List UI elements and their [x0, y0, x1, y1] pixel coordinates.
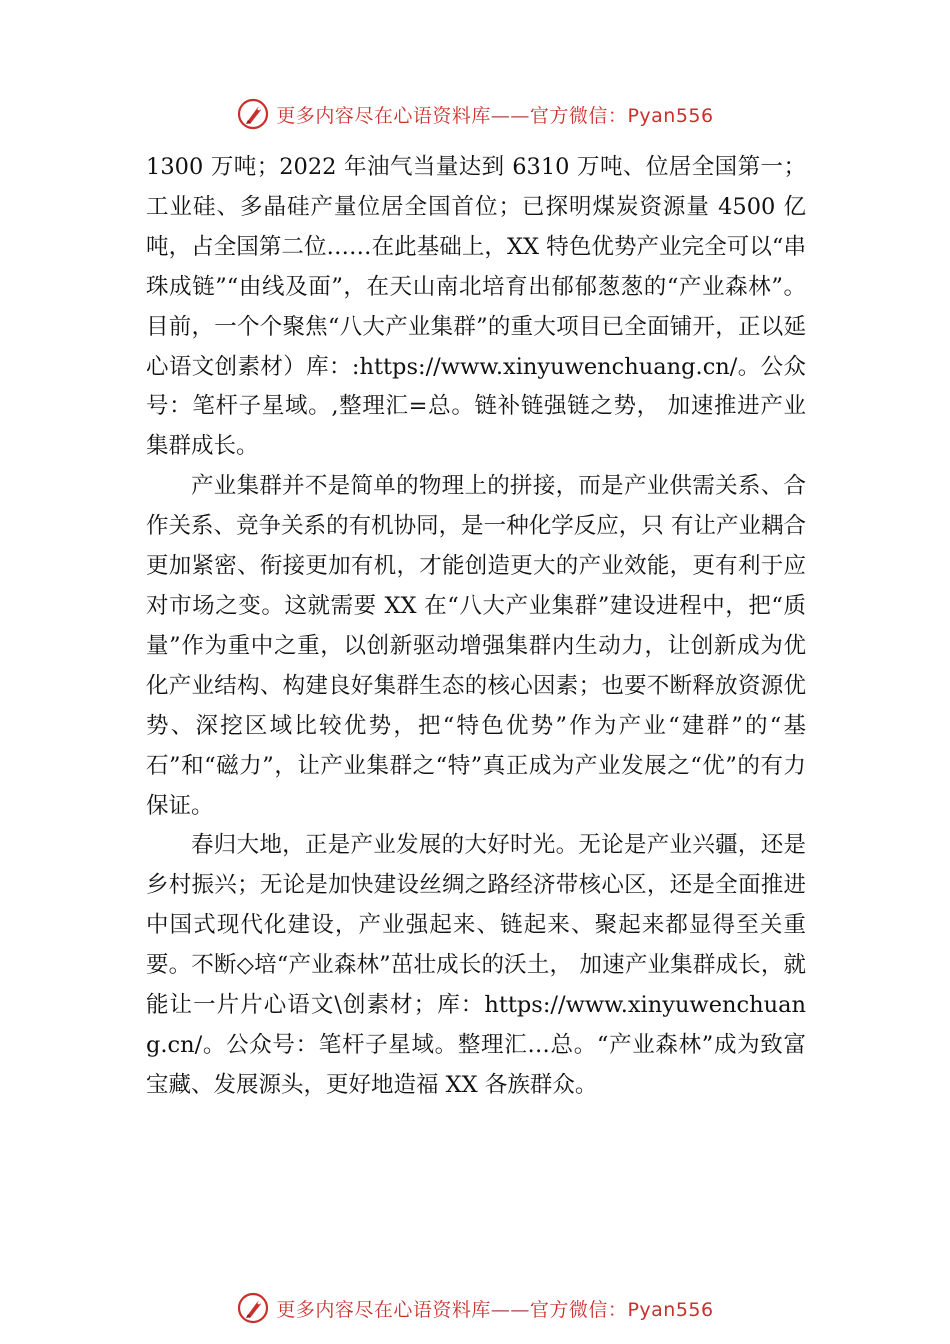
watermark-text: 更多内容尽在心语资料库——官方微信：Pyan556	[276, 1298, 714, 1321]
paragraph-3: 春归大地，正是产业发展的大好时光。无论是产业兴疆，还是乡村振兴；无论是加快建设丝绸之路经济带核心区，还是全面推进中国式现代化建设，产业强起来、链起来、聚起来都显得至关重要。不断◇培“产业森林”茁壮成长的沃土， 加速产业集群成长，就能让一片片心语文\创素材；库：https://www.xinyuwenchuang.cn/。公众号：笔杆子星域。整理汇…总。“产业森林”成为致富宝藏、发展源头，更好地造福 XX 各族群众。	[146, 832, 806, 1098]
paragraph-1: 1300 万吨；2022 年油气当量达到 6310 万吨、位居全国第一；工业硅、多晶硅产量位居全国首位；已探明煤炭资源量 4500 亿吨，占全国第二位……在此基础上，XX 特色优势产业完全可以“串珠成链”“由线及面”，在天山南北培育出郁郁葱葱的“产业森林”。目前，一个个聚焦“八大产业集群”的重大项目已全面铺开，正以延心语文创素材）库：:https://www.xinyuwenchuang.cn/。公众号：笔杆子星域。,整理汇=总。链补链强链之势， 加速推进产业集群成长。	[146, 154, 806, 460]
pen-nib-in-circle-icon	[236, 1291, 270, 1325]
header-watermark	[0, 94, 950, 134]
footer-watermark	[0, 1288, 950, 1328]
watermark-text: 更多内容尽在心语资料库——官方微信：Pyan556	[276, 104, 714, 127]
paragraph-2: 产业集群并不是简单的物理上的拼接，而是产业供需关系、合作关系、竞争关系的有机协同，是一种化学反应，只 有让产业耦合更加紧密、衔接更加有机，才能创造更大的产业效能，更有利于应对市场之变。这就需要 XX 在“八大产业集群”建设进程中，把“质量”作为重中之重，以创新驱动增强集群内生动力，让创新成为优化产业结构、构建良好集群生态的核心因素；也要不断释放资源优势、深挖区域比较优势，把“特色优势”作为产业“建群”的“基石”和“磁力”，让产业集群之“特”真正成为产业发展之“优”的有力保证。	[146, 473, 806, 819]
pen-nib-in-circle-icon	[236, 97, 270, 131]
document-body	[146, 148, 806, 1106]
